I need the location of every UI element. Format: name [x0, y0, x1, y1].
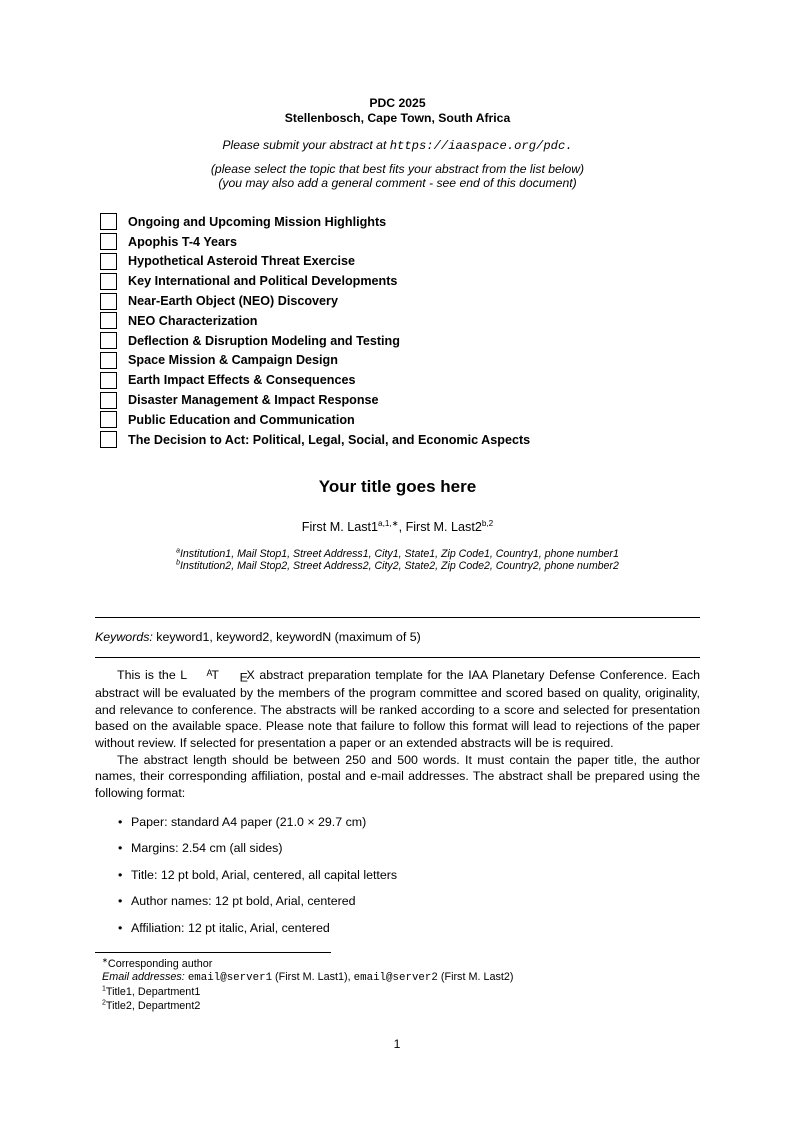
conference-name: PDC 2025: [369, 96, 426, 110]
topic-checkbox[interactable]: [100, 352, 117, 369]
topic-checkbox[interactable]: [100, 411, 117, 428]
topic-row: [100, 430, 700, 450]
topic-checkbox[interactable]: [100, 293, 117, 310]
format-item-affiliation: • Affiliation: 12 pt italic, Arial, centered: [118, 921, 700, 936]
footnote-corresponding: [95, 958, 700, 972]
topic-label: Hypothetical Asteroid Threat Exercise: [128, 254, 355, 269]
topic-checkbox[interactable]: [100, 273, 117, 290]
author-separator: ,: [398, 519, 406, 534]
topic-selection-note: (please select the topic that best fits your abstract from the list below): [210, 162, 585, 176]
topic-row: [100, 410, 700, 430]
latex-logo: L AT EX: [180, 668, 255, 685]
author-2-affmark: b,2: [481, 518, 494, 528]
topic-row: [100, 212, 700, 232]
footnote-email-1: email@server1: [187, 972, 273, 985]
topic-label: Disaster Management & Impact Response: [128, 393, 379, 408]
footnote-1-text: Title1, Department1: [105, 985, 201, 998]
topic-label: Ongoing and Upcoming Mission Highlights: [128, 214, 387, 229]
abstract-paragraph-2: The abstract length should be between 250 and 500 words. It must contain the paper title, the author names, their corresponding affiliation, postal and e-mail addresses. The abstract shall be prepared using the following format:: [95, 752, 700, 801]
footnote-2-text: Title2, Department2: [105, 999, 201, 1012]
keywords-divider-bottom: [95, 657, 700, 658]
affiliation-2-mark: b: [176, 559, 180, 567]
footnote-emails: [95, 971, 700, 986]
topic-label: Space Mission & Campaign Design: [128, 353, 338, 368]
footnotes: [95, 952, 700, 1013]
author-line: [95, 520, 700, 534]
footnote-email-1-owner: (First M. Last1),: [272, 971, 354, 984]
paper-title: Your title goes here: [318, 476, 477, 496]
footnote-email-label: Email addresses:: [102, 971, 185, 984]
topic-row: [100, 232, 700, 252]
format-item-title: • Title: 12 pt bold, Arial, centered, all capital letters: [118, 868, 700, 883]
document-header: [95, 96, 700, 190]
submit-instruction-text: Please submit your abstract at: [222, 138, 390, 152]
topic-row: [100, 311, 700, 331]
footnote-title-2: [95, 1000, 700, 1014]
topic-row: [100, 390, 700, 410]
topic-row: [100, 291, 700, 311]
footnote-1-mark: 1: [102, 985, 106, 993]
keywords-line: [95, 618, 700, 657]
topic-checkbox[interactable]: [100, 372, 117, 389]
topic-label: Deflection & Disruption Modeling and Testing: [128, 333, 400, 348]
conference-location: Stellenbosch, Cape Town, South Africa: [284, 111, 511, 125]
topic-label: The Decision to Act: Political, Legal, Social, and Economic Aspects: [128, 432, 531, 447]
affiliation-2: [95, 560, 700, 573]
topic-checkbox[interactable]: [100, 431, 117, 448]
footnote-corresponding-mark: ∗: [102, 957, 108, 965]
page-number: 1: [393, 1037, 401, 1051]
topic-label: NEO Characterization: [128, 313, 258, 328]
topic-checkbox[interactable]: [100, 392, 117, 409]
affiliations: [95, 548, 700, 574]
topic-checkbox[interactable]: [100, 213, 117, 230]
submission-url-link[interactable]: https://iaaspace.org/pdc.: [389, 139, 573, 153]
format-requirements-list: [95, 815, 700, 936]
topic-checklist: [100, 212, 700, 450]
keywords-label: Keywords:: [95, 630, 153, 645]
topic-checkbox[interactable]: [100, 332, 117, 349]
affiliation-2-text: Institution2, Mail Stop2, Street Address2, City2, State2, Zip Code2, Country2, phone number2: [179, 560, 619, 573]
topic-row: [100, 252, 700, 272]
footnote-rule: [95, 952, 331, 953]
paragraph-1-post: abstract preparation template for the IAA Planetary Defense Conference. Each abstract will be evaluated by the members of the program committee and scored based on quality, originality, and relevance to conference. The abstracts will be ranked according to a score and selected for presentation based on the available space. Please note that failure to follow this format will lead to rejections of the paper without review. If selected for presentation a paper or an extended abstracts will be is required.: [95, 668, 700, 750]
footnote-corresponding-text: Corresponding author: [107, 957, 213, 970]
topic-label: Near-Earth Object (NEO) Discovery: [128, 294, 338, 309]
author-1-affmark: a,1,∗: [378, 518, 399, 528]
footnote-title-1: [95, 986, 700, 1000]
topic-label: Earth Impact Effects & Consequences: [128, 373, 356, 388]
topic-checkbox[interactable]: [100, 312, 117, 329]
topic-label: Apophis T-4 Years: [128, 234, 237, 249]
footnote-email-2: email@server2: [353, 972, 438, 985]
abstract-paragraph-1: [95, 667, 700, 752]
author-2-name: First M. Last2: [405, 519, 482, 534]
topic-row: [100, 331, 700, 351]
format-item-paper: • Paper: standard A4 paper (21.0 × 29.7 cm): [118, 815, 700, 830]
affiliation-1-text: Institution1, Mail Stop1, Street Address1, City1, State1, Zip Code1, Country1, phone number1: [179, 547, 619, 560]
topic-row: [100, 271, 700, 291]
topic-label: Key International and Political Developments: [128, 274, 398, 289]
paragraph-1-pre: This is the: [117, 668, 181, 683]
footnote-2-mark: 2: [102, 998, 106, 1006]
topic-checkbox[interactable]: [100, 253, 117, 270]
topic-row: [100, 351, 700, 371]
topic-row: [100, 370, 700, 390]
footnote-email-2-owner: (First M. Last2): [437, 971, 514, 984]
format-item-margins: • Margins: 2.54 cm (all sides): [118, 841, 700, 856]
affiliation-1: [95, 548, 700, 561]
topic-label: Public Education and Communication: [128, 412, 355, 427]
format-item-authors: • Author names: 12 pt bold, Arial, centered: [118, 894, 700, 909]
topic-checkbox[interactable]: [100, 233, 117, 250]
author-1-name: First M. Last1: [301, 519, 379, 534]
header-notes: [95, 163, 700, 190]
submit-instruction: [95, 138, 700, 153]
keywords-values: keyword1, keyword2, keywordN (maximum of 5): [152, 630, 421, 645]
general-comment-note: (you may also add a general comment - see end of this document): [218, 175, 577, 190]
affiliation-1-mark: a: [176, 547, 180, 555]
